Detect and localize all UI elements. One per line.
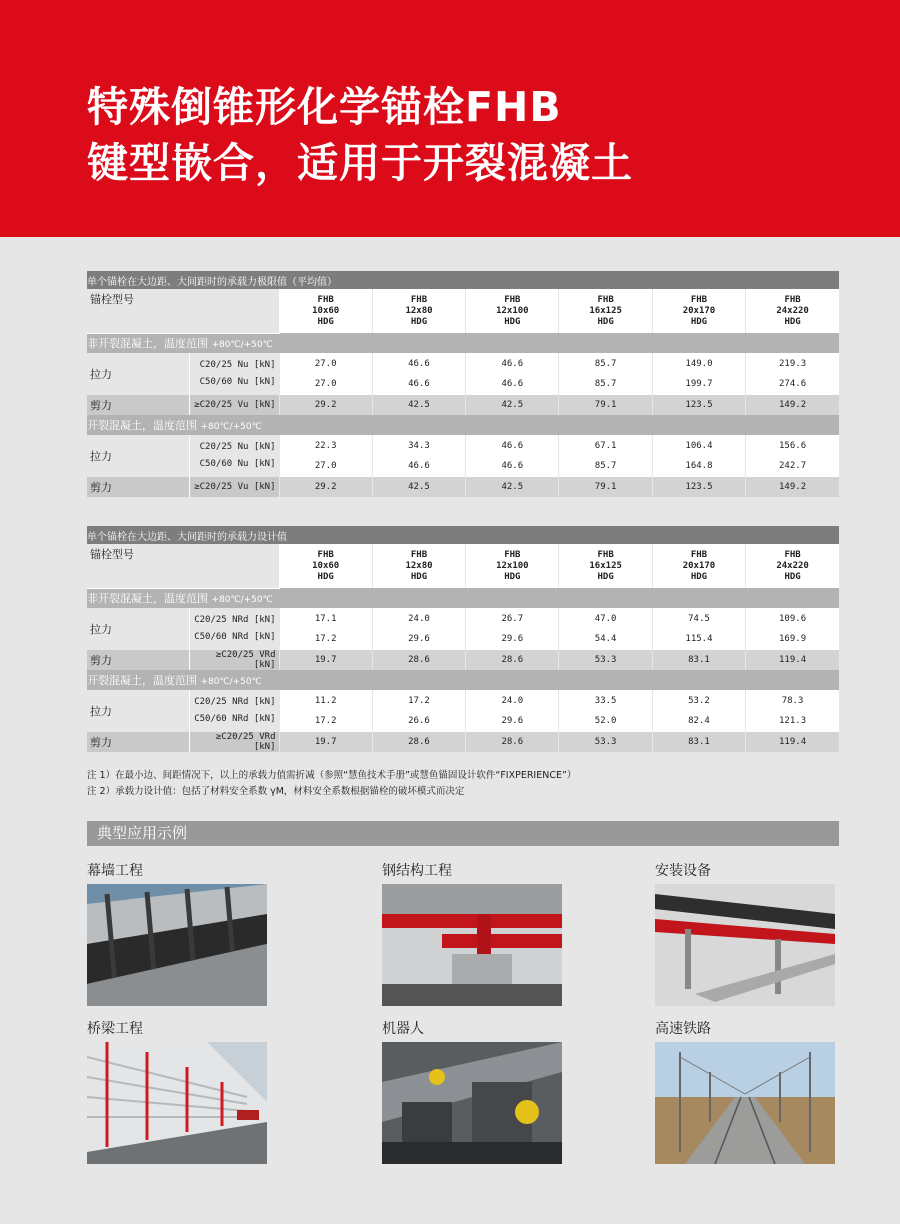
tension-value: 85.7 85.7 bbox=[559, 353, 652, 395]
tension-value: 34.3 46.6 bbox=[372, 435, 465, 477]
shear-value: 42.5 bbox=[466, 395, 559, 415]
tension-value: 78.3 121.3 bbox=[746, 690, 839, 732]
model-cell: FHB 24x220 HDG bbox=[746, 289, 839, 333]
shear-value: 28.6 bbox=[372, 732, 465, 752]
shear-label: 剪力 bbox=[87, 732, 189, 752]
tension-value: 27.0 27.0 bbox=[279, 353, 372, 395]
shear-value: 42.5 bbox=[372, 395, 465, 415]
shear-condition: ≥C20/25 Vu [kN] bbox=[189, 477, 279, 497]
applications-title: 典型应用示例 bbox=[87, 821, 839, 846]
shear-value: 149.2 bbox=[746, 395, 839, 415]
tension-value: 106.4 164.8 bbox=[652, 435, 745, 477]
shear-value: 28.6 bbox=[466, 650, 559, 670]
app-bridge bbox=[87, 1018, 267, 1164]
shear-condition: ≥C20/25 VRd [kN] bbox=[189, 650, 279, 670]
model-cell: FHB 16x125 HDG bbox=[559, 544, 652, 588]
tension-value: 67.1 85.7 bbox=[559, 435, 652, 477]
app-label: 机器人 bbox=[382, 1021, 424, 1037]
shear-value: 123.5 bbox=[652, 395, 745, 415]
shear-value: 123.5 bbox=[652, 477, 745, 497]
model-label: 锚栓型号 bbox=[87, 544, 279, 588]
shear-value: 19.7 bbox=[279, 732, 372, 752]
section-header: 非开裂混凝土，温度范围 +80℃/+50℃ bbox=[87, 588, 839, 608]
shear-value: 119.4 bbox=[746, 732, 839, 752]
section-header: 开裂混凝土，温度范围 +80℃/+50℃ bbox=[87, 415, 839, 435]
tension-conditions: C20/25 Nu [kN] C50/60 Nu [kN] bbox=[189, 435, 279, 477]
model-cell: FHB 20x170 HDG bbox=[652, 544, 745, 588]
ultimate-load-table bbox=[87, 271, 839, 497]
model-cell: FHB 10x60 HDG bbox=[279, 289, 372, 333]
tension-value: 22.3 27.0 bbox=[279, 435, 372, 477]
shear-label: 剪力 bbox=[87, 650, 189, 670]
robot-image bbox=[382, 1042, 562, 1164]
model-cell: FHB 12x80 HDG bbox=[372, 289, 465, 333]
app-label: 安装设备 bbox=[655, 863, 711, 879]
shear-label: 剪力 bbox=[87, 477, 189, 497]
footnote-1: 注 1）在最小边、间距情况下，以上的承载力值需折减（参照“慧鱼技术手册”或慧鱼锚固设计软件“FIXPERIENCE”） bbox=[87, 770, 577, 781]
table-title: 单个锚栓在大边距、大间距时的承载力设计值 bbox=[87, 526, 839, 544]
tension-value: 46.6 46.6 bbox=[466, 353, 559, 395]
model-cell: FHB 12x80 HDG bbox=[372, 544, 465, 588]
shear-value: 42.5 bbox=[466, 477, 559, 497]
tension-value: 24.0 29.6 bbox=[372, 608, 465, 650]
model-cell: FHB 16x125 HDG bbox=[559, 289, 652, 333]
bridge-image bbox=[87, 1042, 267, 1164]
steel-structure-image bbox=[382, 884, 562, 1006]
section-header: 非开裂混凝土，温度范围 +80℃/+50℃ bbox=[87, 333, 839, 353]
app-label: 桥梁工程 bbox=[87, 1021, 143, 1037]
tension-value: 156.6 242.7 bbox=[746, 435, 839, 477]
app-label: 高速铁路 bbox=[655, 1021, 711, 1037]
shear-value: 28.6 bbox=[466, 732, 559, 752]
model-cell: FHB 12x100 HDG bbox=[466, 544, 559, 588]
app-label: 幕墙工程 bbox=[87, 863, 143, 879]
model-cell: FHB 10x60 HDG bbox=[279, 544, 372, 588]
app-equipment-installation bbox=[655, 860, 835, 1006]
tension-label: 拉力 bbox=[87, 435, 189, 477]
page-subtitle: 键型嵌合，适用于开裂混凝土 bbox=[87, 139, 633, 187]
tension-value: 46.6 46.6 bbox=[466, 435, 559, 477]
tension-conditions: C20/25 Nu [kN] C50/60 Nu [kN] bbox=[189, 353, 279, 395]
model-cell: FHB 20x170 HDG bbox=[652, 289, 745, 333]
footnotes bbox=[87, 768, 576, 800]
page-title: 特殊倒锥形化学锚栓FHB bbox=[87, 83, 562, 131]
shear-value: 83.1 bbox=[652, 650, 745, 670]
curtain-wall-image bbox=[87, 884, 267, 1006]
tension-value: 74.5 115.4 bbox=[652, 608, 745, 650]
shear-value: 19.7 bbox=[279, 650, 372, 670]
app-label: 钢结构工程 bbox=[382, 863, 452, 879]
shear-value: 42.5 bbox=[372, 477, 465, 497]
shear-value: 29.2 bbox=[279, 395, 372, 415]
tension-value: 46.6 46.6 bbox=[372, 353, 465, 395]
tension-value: 47.0 54.4 bbox=[559, 608, 652, 650]
footnote-2: 注 2）承载力设计值：包括了材料安全系数 γM，材料安全系数根据锚栓的破坏模式而决定 bbox=[87, 786, 465, 797]
tension-conditions: C20/25 NRd [kN] C50/60 NRd [kN] bbox=[189, 690, 279, 732]
shear-value: 29.2 bbox=[279, 477, 372, 497]
model-cell: FHB 24x220 HDG bbox=[746, 544, 839, 588]
tension-value: 17.2 26.6 bbox=[372, 690, 465, 732]
model-cell: FHB 12x100 HDG bbox=[466, 289, 559, 333]
shear-value: 83.1 bbox=[652, 732, 745, 752]
table-title: 单个锚栓在大边距、大间距时的承载力极限值（平均值） bbox=[87, 271, 839, 289]
tension-value: 11.2 17.2 bbox=[279, 690, 372, 732]
tension-value: 17.1 17.2 bbox=[279, 608, 372, 650]
shear-value: 149.2 bbox=[746, 477, 839, 497]
tension-value: 26.7 29.6 bbox=[466, 608, 559, 650]
tension-value: 24.0 29.6 bbox=[466, 690, 559, 732]
app-robot bbox=[382, 1018, 562, 1164]
shear-condition: ≥C20/25 Vu [kN] bbox=[189, 395, 279, 415]
shear-value: 53.3 bbox=[559, 732, 652, 752]
shear-value: 53.3 bbox=[559, 650, 652, 670]
shear-label: 剪力 bbox=[87, 395, 189, 415]
tension-label: 拉力 bbox=[87, 353, 189, 395]
tension-value: 149.0 199.7 bbox=[652, 353, 745, 395]
shear-value: 28.6 bbox=[372, 650, 465, 670]
shear-value: 79.1 bbox=[559, 477, 652, 497]
app-high-speed-rail bbox=[655, 1018, 835, 1164]
tension-value: 53.2 82.4 bbox=[652, 690, 745, 732]
shear-condition: ≥C20/25 VRd [kN] bbox=[189, 732, 279, 752]
model-label: 锚栓型号 bbox=[87, 289, 279, 333]
tension-label: 拉力 bbox=[87, 608, 189, 650]
app-steel-structure bbox=[382, 860, 562, 1006]
header-banner bbox=[0, 0, 900, 237]
railway-image bbox=[655, 1042, 835, 1164]
tension-value: 109.6 169.9 bbox=[746, 608, 839, 650]
tension-value: 219.3 274.6 bbox=[746, 353, 839, 395]
tension-conditions: C20/25 NRd [kN] C50/60 NRd [kN] bbox=[189, 608, 279, 650]
tension-value: 33.5 52.0 bbox=[559, 690, 652, 732]
tension-label: 拉力 bbox=[87, 690, 189, 732]
shear-value: 119.4 bbox=[746, 650, 839, 670]
section-header: 开裂混凝土，温度范围 +80℃/+50℃ bbox=[87, 670, 839, 690]
app-curtain-wall bbox=[87, 860, 267, 1006]
equipment-image bbox=[655, 884, 835, 1006]
shear-value: 79.1 bbox=[559, 395, 652, 415]
design-load-table bbox=[87, 526, 839, 752]
